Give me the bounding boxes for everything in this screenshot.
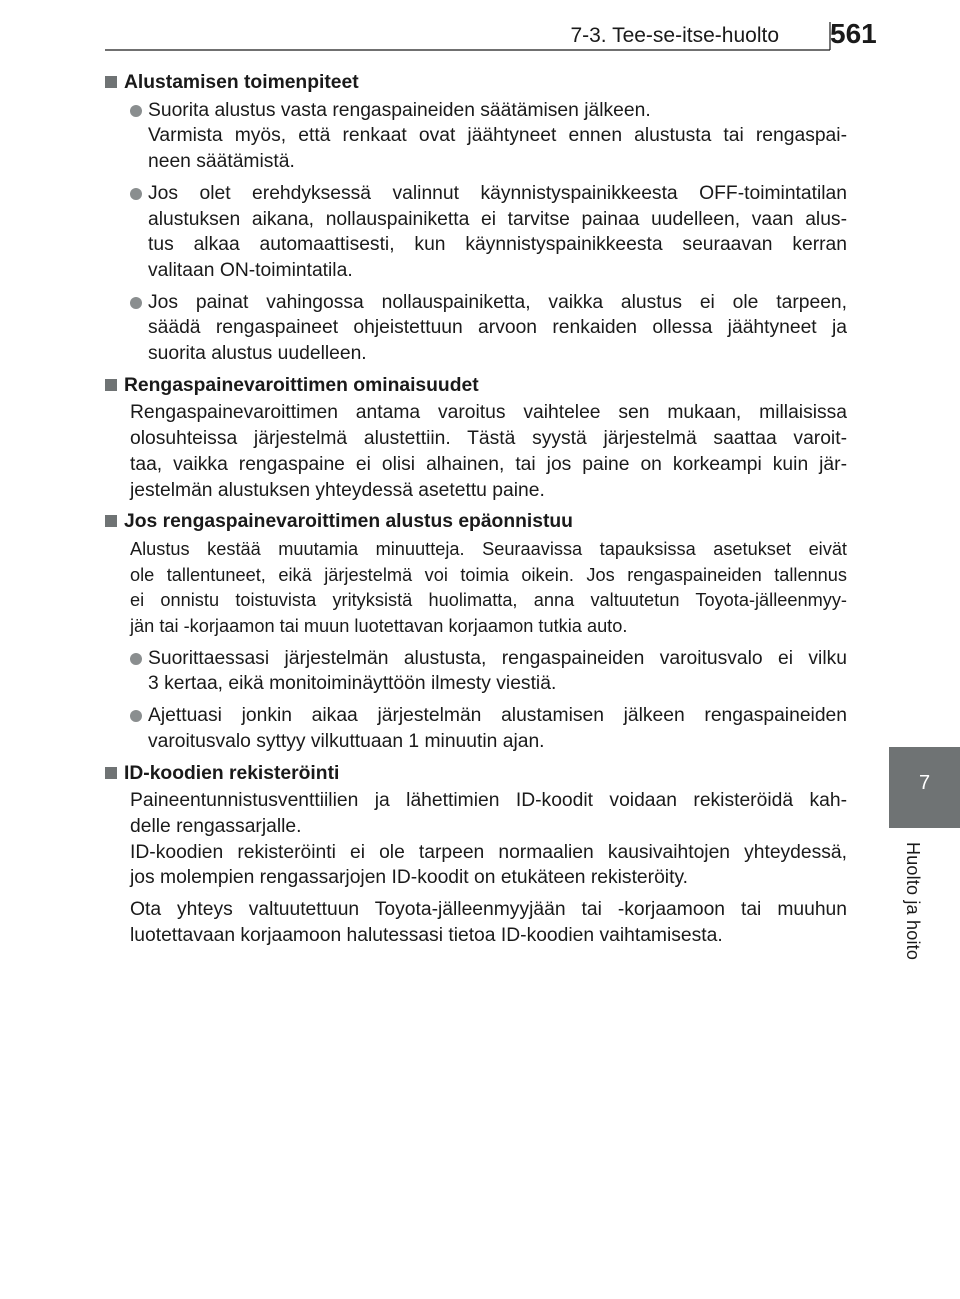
bullet-item [105,646,847,697]
paragraph [105,788,847,891]
bullet-item [105,703,847,754]
chapter-label: Huolto ja hoito [903,842,923,961]
text-line: Jos painat vahingossa nollauspainiketta, vaikka alustus ei ole tarpeen, [148,291,847,313]
text-line: jestelmän alustuksen yhteydessä asetettu paine. [130,479,545,501]
text-line: alustuksen aikana, nollauspainiketta ei tarvitse painaa uudelleen, vaan alus- [148,208,847,230]
section-id-registration [105,761,847,949]
text-line: luotettavaan korjaamoon halutessasi tietoa ID-koodien vaihtamisesta. [130,924,723,946]
text-line: Paineentunnistusventtiilien ja lähettimien ID-koodit voidaan rekisteröidä kah- [130,790,847,812]
circle-bullet-icon [130,188,142,200]
text-line: säädä rengaspaineet ohjeistettuun arvoon renkaiden ollessa jäähtyneet ja [148,317,847,339]
text-line: jos molempien rengassarjojen ID-koodit on etukäteen rekisteröity. [130,867,689,889]
paragraph [105,400,847,503]
circle-bullet-icon [130,105,142,117]
text-line: Ajettuasi jonkin aikaa järjestelmän alustamisen jälkeen rengaspaineiden [148,705,847,727]
section-title: ID-koodien rekisteröinti [124,762,340,784]
section-initialization-failure [105,509,847,754]
chapter-number: 7 [918,772,931,794]
square-bullet-icon [105,379,117,391]
section-heading [105,509,847,535]
chapter-tab [889,747,960,828]
text-line: valitaan ON-toimintatila. [148,259,353,281]
text-line: Suorita alustus vasta rengaspaineiden säätämisen jälkeen. [148,99,651,121]
page-content [105,70,847,955]
section-initialization-procedure [105,70,847,367]
text-line: Ota yhteys valtuutettuun Toyota-jälleenmyyjään tai -korjaamoon tai muuhun [130,899,847,921]
bullet-item [105,181,847,284]
text-line: Rengaspainevaroittimen antama varoitus vaihtelee sen mukaan, millaisissa [130,402,847,424]
section-warning-properties [105,373,847,504]
text-line: delle rengassarjalle. [130,815,302,837]
section-title: Jos rengaspainevaroittimen alustus epäonnistuu [124,511,573,533]
circle-bullet-icon [130,653,142,665]
text-line: varoitusvalo syttyy vilkuttuaan 1 minuutin ajan. [148,730,545,752]
circle-bullet-icon [130,710,142,722]
text-line: Alustus kestää muutamia minuutteja. Seuraavissa tapauksissa asetukset eivät [130,538,847,559]
text-line: suorita alustus uudelleen. [148,343,367,365]
text-line: 3 kertaa, eikä monitoiminäyttöön ilmesty viestiä. [148,673,557,695]
text-line: neen säätämistä. [148,151,295,173]
header-section-title: 7-3. Tee-se-itse-huolto [570,24,779,47]
section-title: Rengaspainevaroittimen ominaisuudet [124,374,479,396]
circle-bullet-icon [130,297,142,309]
bullet-item [105,290,847,367]
section-heading [105,70,847,96]
paragraph [105,897,847,948]
text-line: ei onnistu toistuvista yrityksistä huolimatta, anna valtuutetun Toyota-jälleenmyy- [130,590,847,611]
text-line: Jos olet erehdyksessä valinnut käynnistyspainikkeesta OFF-toimintatilan [148,182,847,204]
text-line: Suorittaessasi järjestelmän alustusta, rengaspaineiden varoitusvalo ei vilku [148,647,847,669]
square-bullet-icon [105,76,117,88]
square-bullet-icon [105,767,117,779]
paragraph [105,537,847,640]
page-number: 561 [830,18,877,49]
section-heading [105,373,847,399]
text-line: tus alkaa automaattisesti, kun käynnistyspainikkeesta seuraavan kerran [148,234,847,256]
text-line: Varmista myös, että renkaat ovat jäähtyneet ennen alustusta tai rengaspai- [148,125,847,147]
header-rule [0,0,960,60]
text-line: ole tallentuneet, eikä järjestelmä voi toimia oikein. Jos rengaspaineiden tallennus [130,564,847,585]
text-line: jän tai -korjaamon tai muun luotettavan korjaamon tutkia auto. [130,616,628,637]
bullet-item [105,98,847,175]
square-bullet-icon [105,515,117,527]
section-title: Alustamisen toimenpiteet [124,72,359,93]
section-heading [105,761,847,787]
text-line: taa, vaikka rengaspaine ei olisi alhainen, tai jos paine on korkeampi kuin jär- [130,453,847,475]
text-line: olosuhteissa järjestelmä alustettiin. Tästä syystä järjestelmä saattaa varoit- [130,428,847,450]
text-line: ID-koodien rekisteröinti ei ole tarpeen normaalien kausivaihtojen yhteydessä, [130,841,847,863]
